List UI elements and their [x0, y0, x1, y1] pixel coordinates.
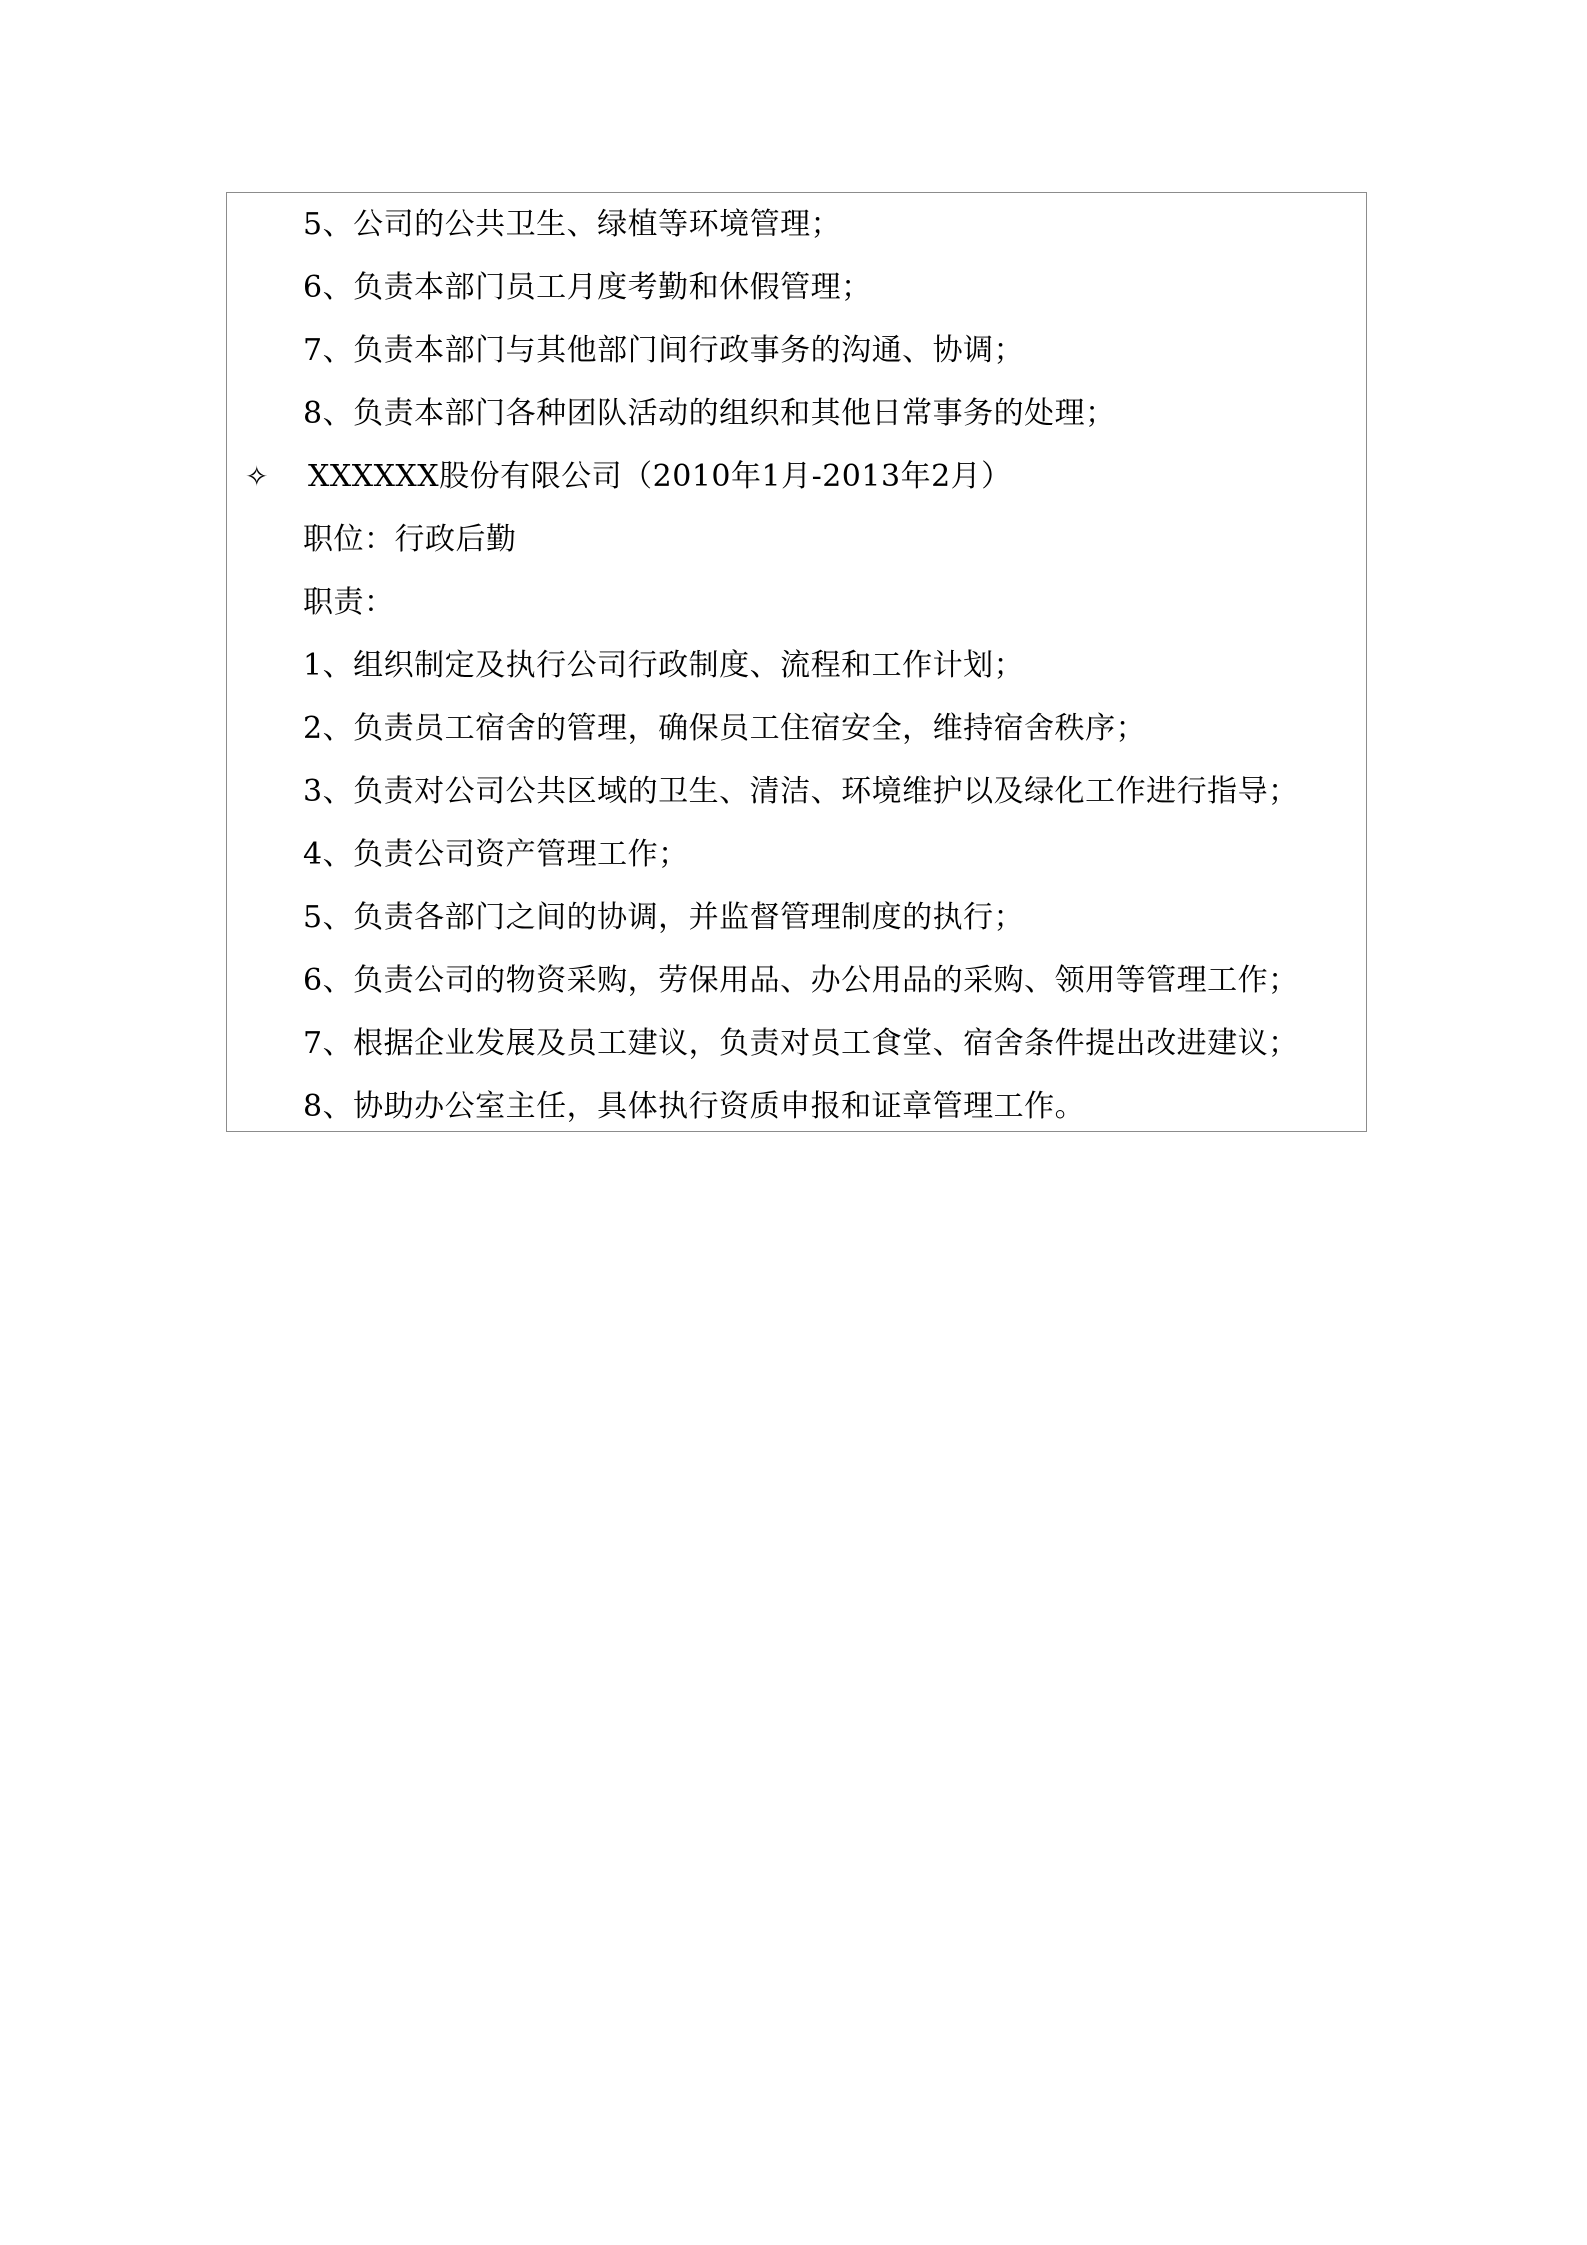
star-bullet-icon: ✧ — [245, 460, 269, 493]
duty-item: 6、负责公司的物资采购，劳保用品、办公用品的采购、领用等管理工作； — [303, 963, 1299, 998]
prev-duty-item: 5、公司的公共卫生、绿植等环境管理； — [303, 207, 842, 242]
duty-item: 5、负责各部门之间的协调，并监督管理制度的执行； — [303, 900, 1025, 935]
position-line: 职位：行政后勤 — [303, 522, 517, 557]
duty-item: 3、负责对公司公共区域的卫生、清洁、环境维护以及绿化工作进行指导； — [303, 774, 1299, 809]
prev-duty-item: 6、负责本部门员工月度考勤和休假管理； — [303, 270, 872, 305]
duty-item: 7、根据企业发展及员工建议，负责对员工食堂、宿舍条件提出改进建议； — [303, 1026, 1299, 1061]
prev-duty-item: 7、负责本部门与其他部门间行政事务的沟通、协调； — [303, 333, 1025, 368]
duty-item: 2、负责员工宿舍的管理，确保员工住宿安全，维持宿舍秩序； — [303, 711, 1147, 746]
prev-duty-item: 8、负责本部门各种团队活动的组织和其他日常事务的处理； — [303, 396, 1116, 431]
duty-item: 8、协助办公室主任，具体执行资质申报和证章管理工作。 — [303, 1089, 1086, 1124]
duty-item: 4、负责公司资产管理工作； — [303, 837, 689, 872]
company-name: XXXXXX股份有限公司（2010年1月-2013年2月） — [308, 459, 1012, 494]
job-heading — [242, 457, 1012, 497]
duty-item: 1、组织制定及执行公司行政制度、流程和工作计划； — [303, 648, 1025, 683]
duties-label: 职责： — [303, 585, 395, 620]
